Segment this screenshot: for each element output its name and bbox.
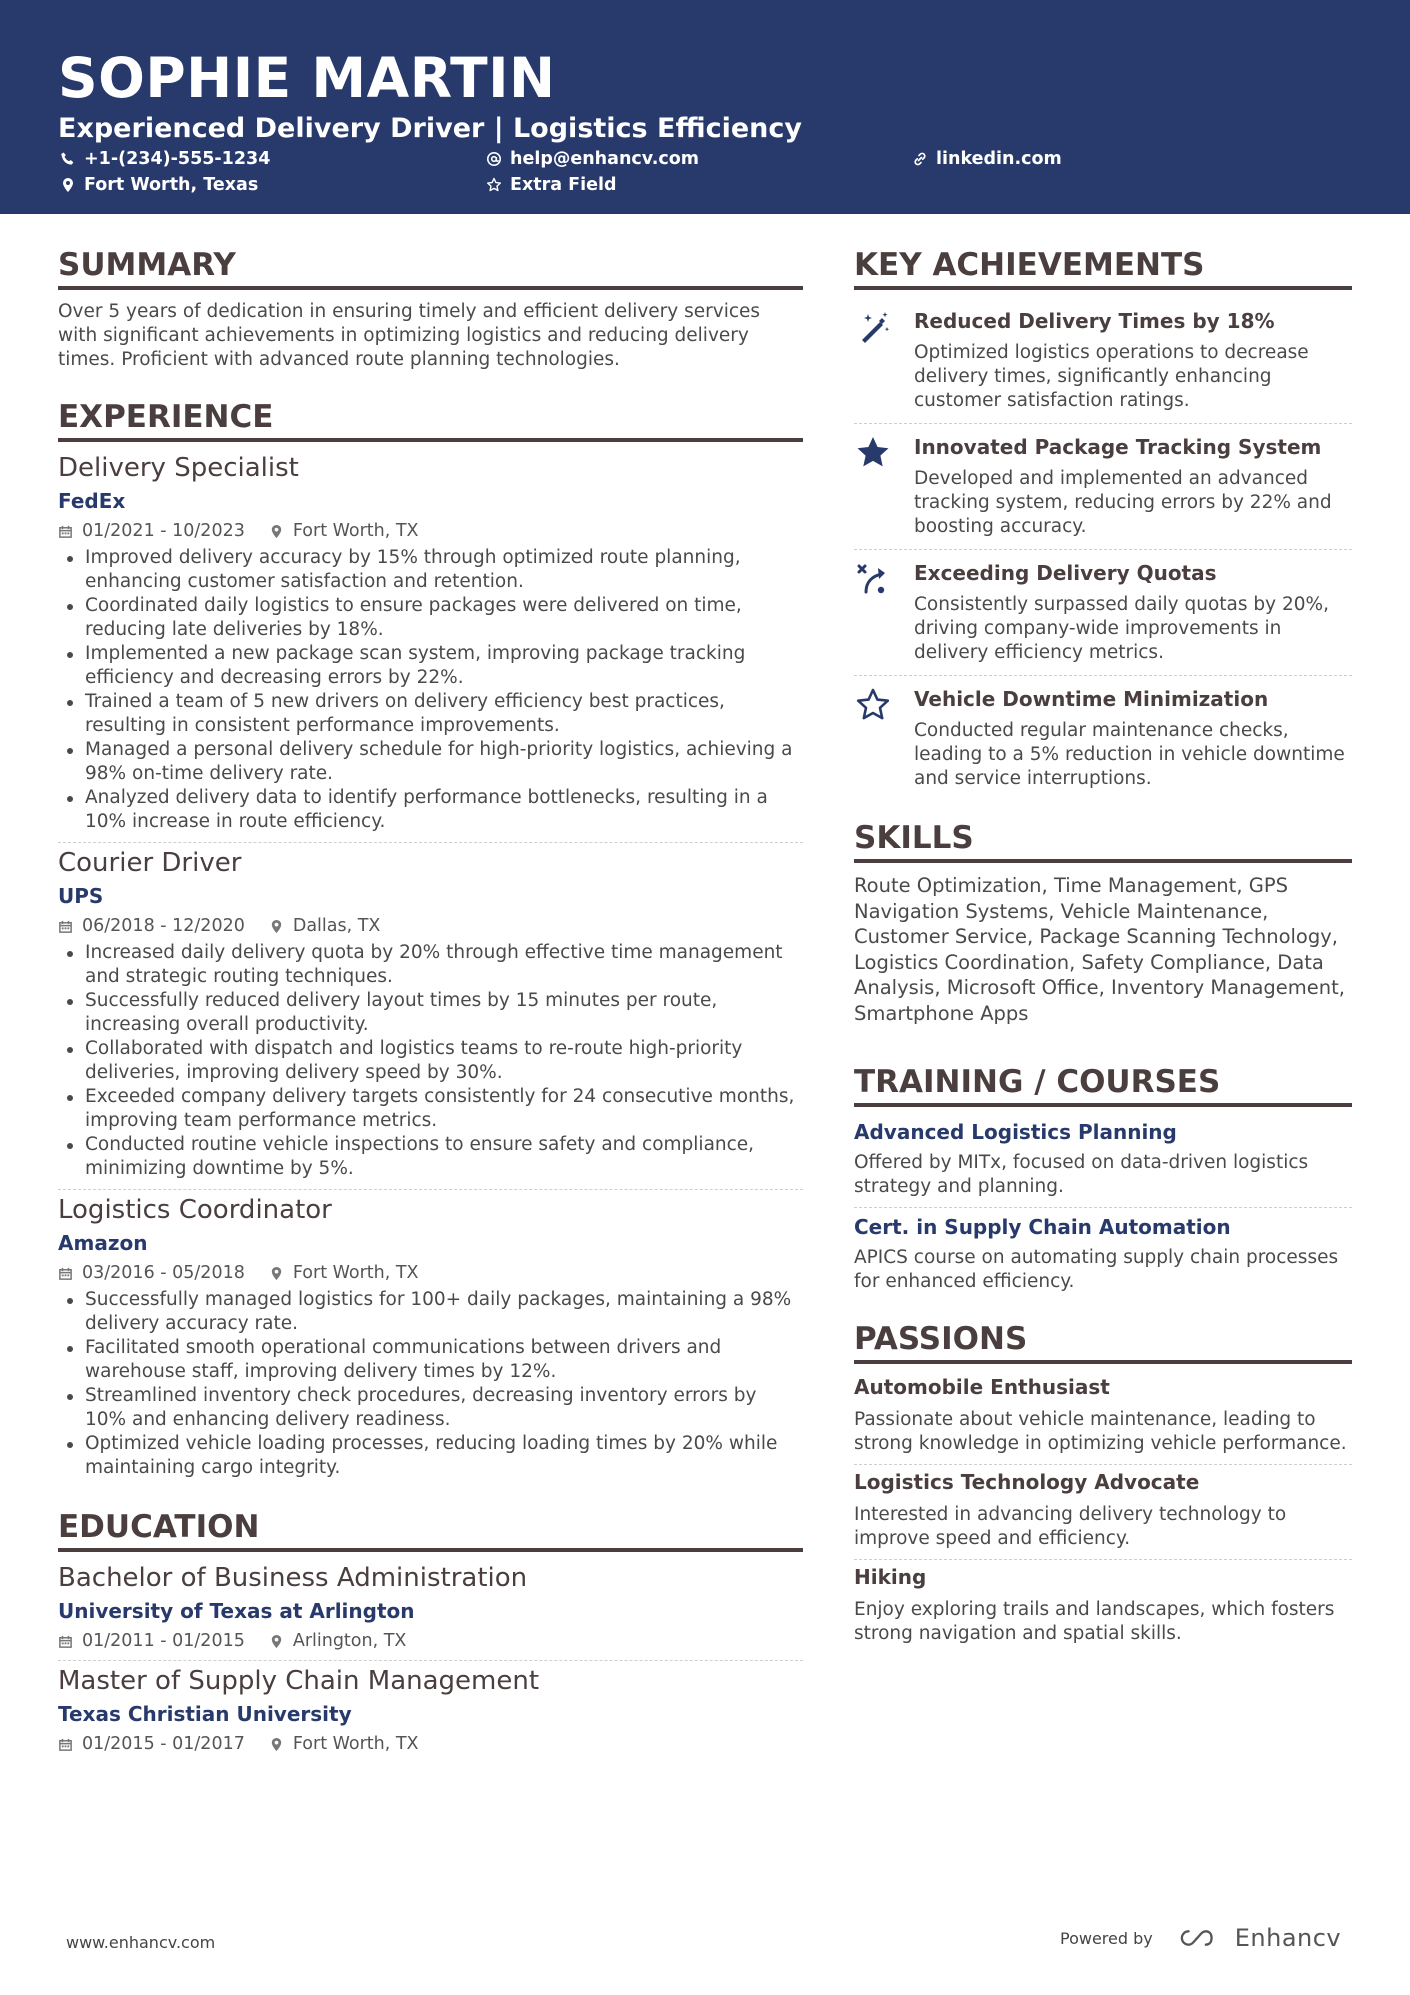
entry-location: Dallas, TX [269, 915, 381, 937]
achievement-desc: Developed and implemented an advanced tracking system, reducing errors by 22% and boosting accuracy. [914, 468, 1332, 537]
contact-location [60, 174, 258, 196]
calendar-icon [58, 524, 73, 539]
skills-title: SKILLS [854, 819, 1352, 863]
enhancv-logo-icon [1179, 1926, 1225, 1950]
experience-list [58, 452, 803, 1480]
job-company[interactable]: FedEx [58, 489, 126, 513]
job-bullet: Coordinated daily logistics to ensure packages were delivered on time, reducing late deliveries by 18%. [58, 594, 803, 642]
training-title: TRAINING / COURSES [854, 1063, 1352, 1107]
passions-section [854, 1320, 1352, 1646]
course-item [854, 1117, 1352, 1199]
star-outline-icon [486, 177, 502, 193]
location-pin-icon [269, 1634, 284, 1649]
left-column [58, 246, 803, 1755]
summary-section [58, 246, 803, 372]
achievement-title: Innovated Package Tracking System [914, 435, 1322, 459]
entry-meta [58, 1733, 803, 1755]
job-bullet: Streamlined inventory check procedures, decreasing inventory errors by 10% and enhancing delivery readiness. [58, 1384, 803, 1432]
job-bullet: Exceeded company delivery targets consistently for 24 consecutive months, improving team performance metrics. [58, 1085, 803, 1133]
course-item [854, 1212, 1352, 1294]
course-title[interactable]: Cert. in Supply Chain Automation [854, 1214, 1231, 1239]
passion-title: Automobile Enthusiast [854, 1374, 1110, 1399]
education-degree: Master of Supply Chain Management [58, 1666, 540, 1696]
calendar-icon [58, 1634, 73, 1649]
location-pin-icon [60, 177, 76, 193]
resume-header [0, 0, 1410, 214]
course-desc: APICS course on automating supply chain processes for enhanced efficiency. [854, 1246, 1339, 1292]
passion-title: Hiking [854, 1564, 927, 1589]
candidate-name: SOPHIE MARTIN [58, 46, 556, 110]
location-pin-icon [269, 1266, 284, 1281]
achievement-desc: Consistently surpassed daily quotas by 20%, driving company-wide improvements in delivery efficiency metrics. [914, 594, 1329, 663]
training-list [854, 1117, 1352, 1294]
phone-icon [60, 151, 76, 167]
job-bullet: Managed a personal delivery schedule for high-priority logistics, achieving a 98% on-time delivery rate. [58, 738, 803, 786]
skills-section [854, 819, 1352, 1027]
star-icon [854, 434, 892, 472]
entry-divider [854, 675, 1352, 676]
job-bullets [58, 941, 803, 1181]
entry-dates: 01/2021 - 10/2023 [58, 520, 245, 542]
entry-divider [854, 1559, 1352, 1560]
achievements-section [854, 246, 1352, 797]
entry-divider [854, 1464, 1352, 1465]
entry-location: Arlington, TX [269, 1630, 407, 1652]
location-pin-icon [269, 919, 284, 934]
entry-dates: 06/2018 - 12/2020 [58, 915, 245, 937]
job-role: Delivery Specialist [58, 453, 299, 483]
entry-divider [58, 842, 803, 843]
link-icon [912, 151, 928, 167]
entry-dates: 01/2011 - 01/2015 [58, 1630, 245, 1652]
achievement-icon [854, 560, 914, 665]
achievement-item [854, 300, 1352, 419]
location-pin-icon [269, 524, 284, 539]
passion-desc: Passionate about vehicle maintenance, leading to strong knowledge in optimizing vehicle performance. [854, 1408, 1347, 1454]
achievement-icon [854, 686, 914, 791]
strategy-icon [854, 560, 892, 598]
achievement-item [854, 678, 1352, 797]
job-entry [58, 1194, 803, 1480]
job-entry [58, 452, 803, 834]
contact-extra [486, 174, 617, 196]
star-outline-icon [854, 686, 892, 724]
job-bullet: Optimized vehicle loading processes, reducing loading times by 20% while maintaining cargo integrity. [58, 1432, 803, 1480]
achievement-title: Exceeding Delivery Quotas [914, 561, 1217, 585]
contact-location-text: Fort Worth, Texas [84, 175, 259, 195]
at-sign-icon [486, 151, 502, 167]
experience-section [58, 398, 803, 1480]
achievement-title: Reduced Delivery Times by 18% [914, 309, 1275, 333]
passion-desc: Interested in advancing delivery technology to improve speed and efficiency. [854, 1503, 1287, 1549]
contact-phone[interactable] [60, 148, 270, 170]
job-bullets [58, 546, 803, 834]
entry-location: Fort Worth, TX [269, 1733, 419, 1755]
location-pin-icon [269, 1737, 284, 1752]
entry-meta [58, 1262, 803, 1284]
education-degree: Bachelor of Business Administration [58, 1563, 528, 1593]
achievement-desc: Conducted regular maintenance checks, leading to a 5% reduction in vehicle downtime and service interruptions. [914, 720, 1345, 789]
education-school[interactable]: University of Texas at Arlington [58, 1599, 415, 1623]
entry-meta [58, 1630, 803, 1652]
education-list [58, 1562, 803, 1755]
job-bullet: Facilitated smooth operational communications between drivers and warehouse staff, improving delivery times by 12%. [58, 1336, 803, 1384]
job-bullet: Successfully reduced delivery layout times by 15 minutes per route, increasing overall productivity. [58, 989, 803, 1037]
calendar-icon [58, 919, 73, 934]
passion-title: Logistics Technology Advocate [854, 1469, 1200, 1494]
achievement-icon [854, 308, 914, 413]
achievement-item [854, 552, 1352, 671]
magic-wand-icon [854, 308, 892, 346]
passions-title: PASSIONS [854, 1320, 1352, 1364]
education-section [58, 1508, 803, 1755]
summary-title: SUMMARY [58, 246, 803, 290]
job-role: Logistics Coordinator [58, 1195, 332, 1225]
footer-website[interactable]: www.enhancv.com [66, 1933, 216, 1952]
achievements-list [854, 300, 1352, 797]
job-company[interactable]: Amazon [58, 1231, 148, 1255]
skills-text: Route Optimization, Time Management, GPS Navigation Systems, Vehicle Maintenance, Customer Service, Package Scanning Technology, Logistics Coordination, Safety Compliance, Data Analysis, Microsoft Office, Inventory Management, Smartphone Apps [854, 874, 1345, 1025]
calendar-icon [58, 1737, 73, 1752]
job-bullet: Successfully managed logistics for 100+ daily packages, maintaining a 98% delivery accuracy rate. [58, 1288, 803, 1336]
achievement-item [854, 426, 1352, 545]
experience-title: EXPERIENCE [58, 398, 803, 442]
job-bullet: Collaborated with dispatch and logistics teams to re-route high-priority deliveries, improving delivery speed by 30%. [58, 1037, 803, 1085]
achievement-desc: Optimized logistics operations to decrease delivery times, significantly enhancing customer satisfaction ratings. [914, 342, 1309, 411]
footer-powered-by[interactable] [1060, 1924, 1341, 1952]
summary-text: Over 5 years of dedication in ensuring timely and efficient delivery services with significant achievements in optimizing logistics and reducing delivery times. Proficient with advanced route planning technologies. [58, 301, 761, 370]
achievement-title: Vehicle Downtime Minimization [914, 687, 1269, 711]
entry-divider [854, 549, 1352, 550]
entry-location: Fort Worth, TX [269, 1262, 419, 1284]
job-entry [58, 847, 803, 1181]
contact-phone-text: +1-(234)-555-1234 [84, 149, 271, 169]
entry-dates: 01/2015 - 01/2017 [58, 1733, 245, 1755]
passion-item [854, 1564, 1352, 1646]
entry-meta [58, 915, 803, 937]
achievements-title: KEY ACHIEVEMENTS [854, 246, 1352, 290]
right-column [854, 246, 1352, 1646]
passion-item [854, 1469, 1352, 1551]
entry-divider [58, 1660, 803, 1661]
job-bullet: Increased daily delivery quota by 20% through effective time management and strategic routing techniques. [58, 941, 803, 989]
training-section [854, 1063, 1352, 1294]
passions-list [854, 1374, 1352, 1646]
achievement-icon [854, 434, 914, 539]
passion-desc: Enjoy exploring trails and landscapes, which fosters strong navigation and spatial skills. [854, 1598, 1335, 1644]
job-bullet: Trained a team of 5 new drivers on delivery efficiency best practices, resulting in consistent performance improvements. [58, 690, 803, 738]
entry-divider [854, 423, 1352, 424]
job-bullet: Analyzed delivery data to identify performance bottlenecks, resulting in a 10% increase in route efficiency. [58, 786, 803, 834]
entry-location: Fort Worth, TX [269, 520, 419, 542]
passion-item [854, 1374, 1352, 1456]
job-bullet: Implemented a new package scan system, improving package tracking efficiency and decreasing errors by 22%. [58, 642, 803, 690]
candidate-headline: Experienced Delivery Driver | Logistics Efficiency [58, 113, 802, 144]
job-bullet: Improved delivery accuracy by 15% through optimized route planning, enhancing customer satisfaction and retention. [58, 546, 803, 594]
job-bullet: Conducted routine vehicle inspections to ensure safety and compliance, minimizing downtime by 5%. [58, 1133, 803, 1181]
footer-brand: Enhancv [1234, 1924, 1342, 1952]
education-title: EDUCATION [58, 1508, 803, 1552]
contact-linkedin-text: linkedin.com [936, 149, 1062, 169]
education-entry [58, 1665, 803, 1755]
entry-meta [58, 520, 803, 542]
calendar-icon [58, 1266, 73, 1281]
entry-dates: 03/2016 - 05/2018 [58, 1262, 245, 1284]
job-role: Courier Driver [58, 848, 242, 878]
education-entry [58, 1562, 803, 1652]
footer-powered-text: Powered by [1060, 1928, 1153, 1948]
contact-extra-text: Extra Field [510, 175, 617, 195]
contact-email-text: help@enhancv.com [510, 149, 700, 169]
contact-linkedin[interactable] [912, 148, 1062, 170]
course-desc: Offered by MITx, focused on data-driven logistics strategy and planning. [854, 1151, 1309, 1197]
entry-divider [58, 1189, 803, 1190]
contact-email[interactable] [486, 148, 699, 170]
education-school[interactable]: Texas Christian University [58, 1702, 352, 1726]
entry-divider [854, 1207, 1352, 1208]
course-title[interactable]: Advanced Logistics Planning [854, 1119, 1177, 1144]
job-company[interactable]: UPS [58, 884, 104, 908]
job-bullets [58, 1288, 803, 1480]
